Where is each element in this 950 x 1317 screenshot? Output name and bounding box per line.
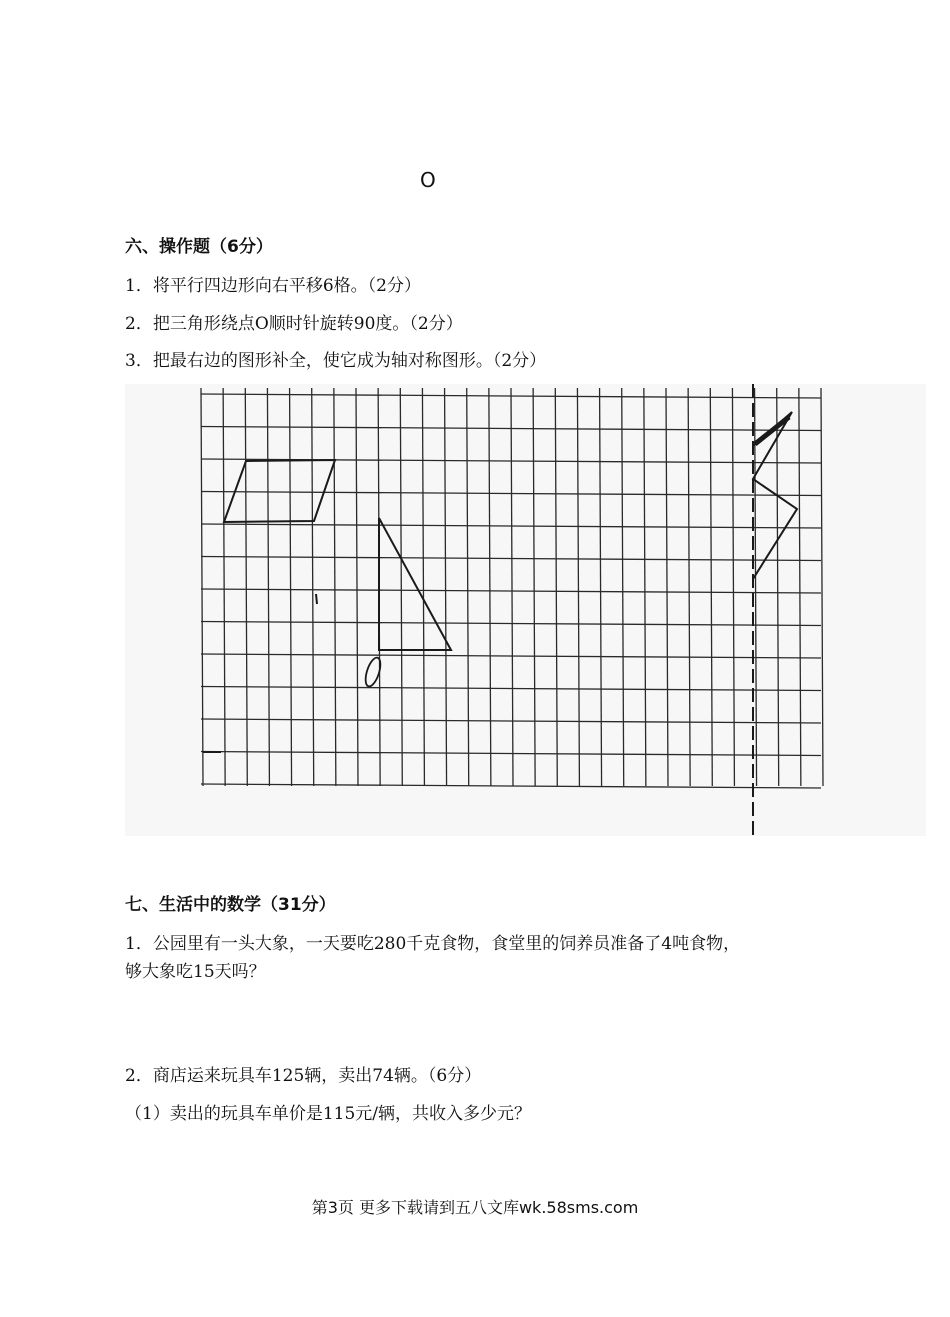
grid-vertical-line (467, 388, 469, 786)
question-2-part-1: （1）卖出的玩具车单价是115元/辆，共收入多少元？ (125, 1104, 531, 1124)
grid-figure (125, 384, 926, 836)
question-1-line-1: 1．公园里有一头大象，一天要吃280千克食物，食堂里的饲养员准备了4吨食物， (125, 934, 741, 954)
grid-vertical-line (799, 388, 801, 786)
grid-horizontal-line (201, 589, 821, 593)
grid-vertical-line (267, 388, 269, 786)
grid-lines (201, 388, 823, 788)
grid-vertical-line (201, 388, 203, 786)
grid-vertical-line (533, 388, 535, 786)
grid-vertical-line (710, 388, 712, 786)
grid-vertical-line (644, 388, 646, 786)
triangle-shape (379, 518, 451, 650)
grid-vertical-line (755, 388, 757, 786)
grid-vertical-line (312, 388, 314, 786)
question-1-line-2: 够大象吃15天吗？ (125, 962, 266, 982)
section6-heading: 六、操作题（6分） (125, 237, 273, 257)
section6-item-2: 2．把三角形绕点O顺时针旋转90度。（2分） (125, 314, 463, 334)
grid-horizontal-line (201, 622, 821, 626)
grid-vertical-line (223, 388, 225, 786)
grid-vertical-line (777, 388, 779, 786)
grid-horizontal-line (201, 784, 821, 788)
grid-horizontal-line (201, 654, 821, 658)
grid-horizontal-line (201, 524, 821, 528)
grid-vertical-line (445, 388, 447, 786)
grid-vertical-line (688, 388, 690, 786)
grid-vertical-line (732, 388, 734, 786)
grid-vertical-line (821, 388, 823, 786)
grid-vertical-line (245, 388, 247, 786)
page-footer: 第3页 更多下载请到五八文库wk.58sms.com (311, 1198, 639, 1217)
grid-vertical-line (334, 388, 336, 786)
grid-vertical-line (400, 388, 402, 786)
grid-vertical-line (356, 388, 358, 786)
grid-horizontal-line (201, 719, 821, 723)
stray-pen-mark (316, 594, 317, 604)
stray-mark: O (420, 168, 436, 192)
parallelogram-shape (224, 460, 335, 522)
section6-item-1: 1．将平行四边形向右平移6格。（2分） (125, 276, 421, 296)
grid-vertical-line (577, 388, 579, 786)
grid-vertical-line (290, 388, 292, 786)
grid-horizontal-line (201, 687, 821, 691)
grid-figure-svg (125, 384, 926, 836)
grid-horizontal-line (201, 752, 821, 756)
grid-vertical-line (622, 388, 624, 786)
grid-horizontal-line (201, 557, 821, 561)
question-2: 2．商店运来玩具车125辆，卖出74辆。（6分） (125, 1066, 482, 1086)
grid-vertical-line (666, 388, 668, 786)
section7-heading: 七、生活中的数学（31分） (125, 895, 336, 915)
grid-vertical-line (489, 388, 491, 786)
grid-vertical-line (422, 388, 424, 786)
grid-vertical-line (511, 388, 513, 786)
section6-item-3: 3．把最右边的图形补全，使它成为轴对称图形。（2分） (125, 351, 547, 371)
grid-vertical-line (555, 388, 557, 786)
grid-vertical-line (600, 388, 602, 786)
